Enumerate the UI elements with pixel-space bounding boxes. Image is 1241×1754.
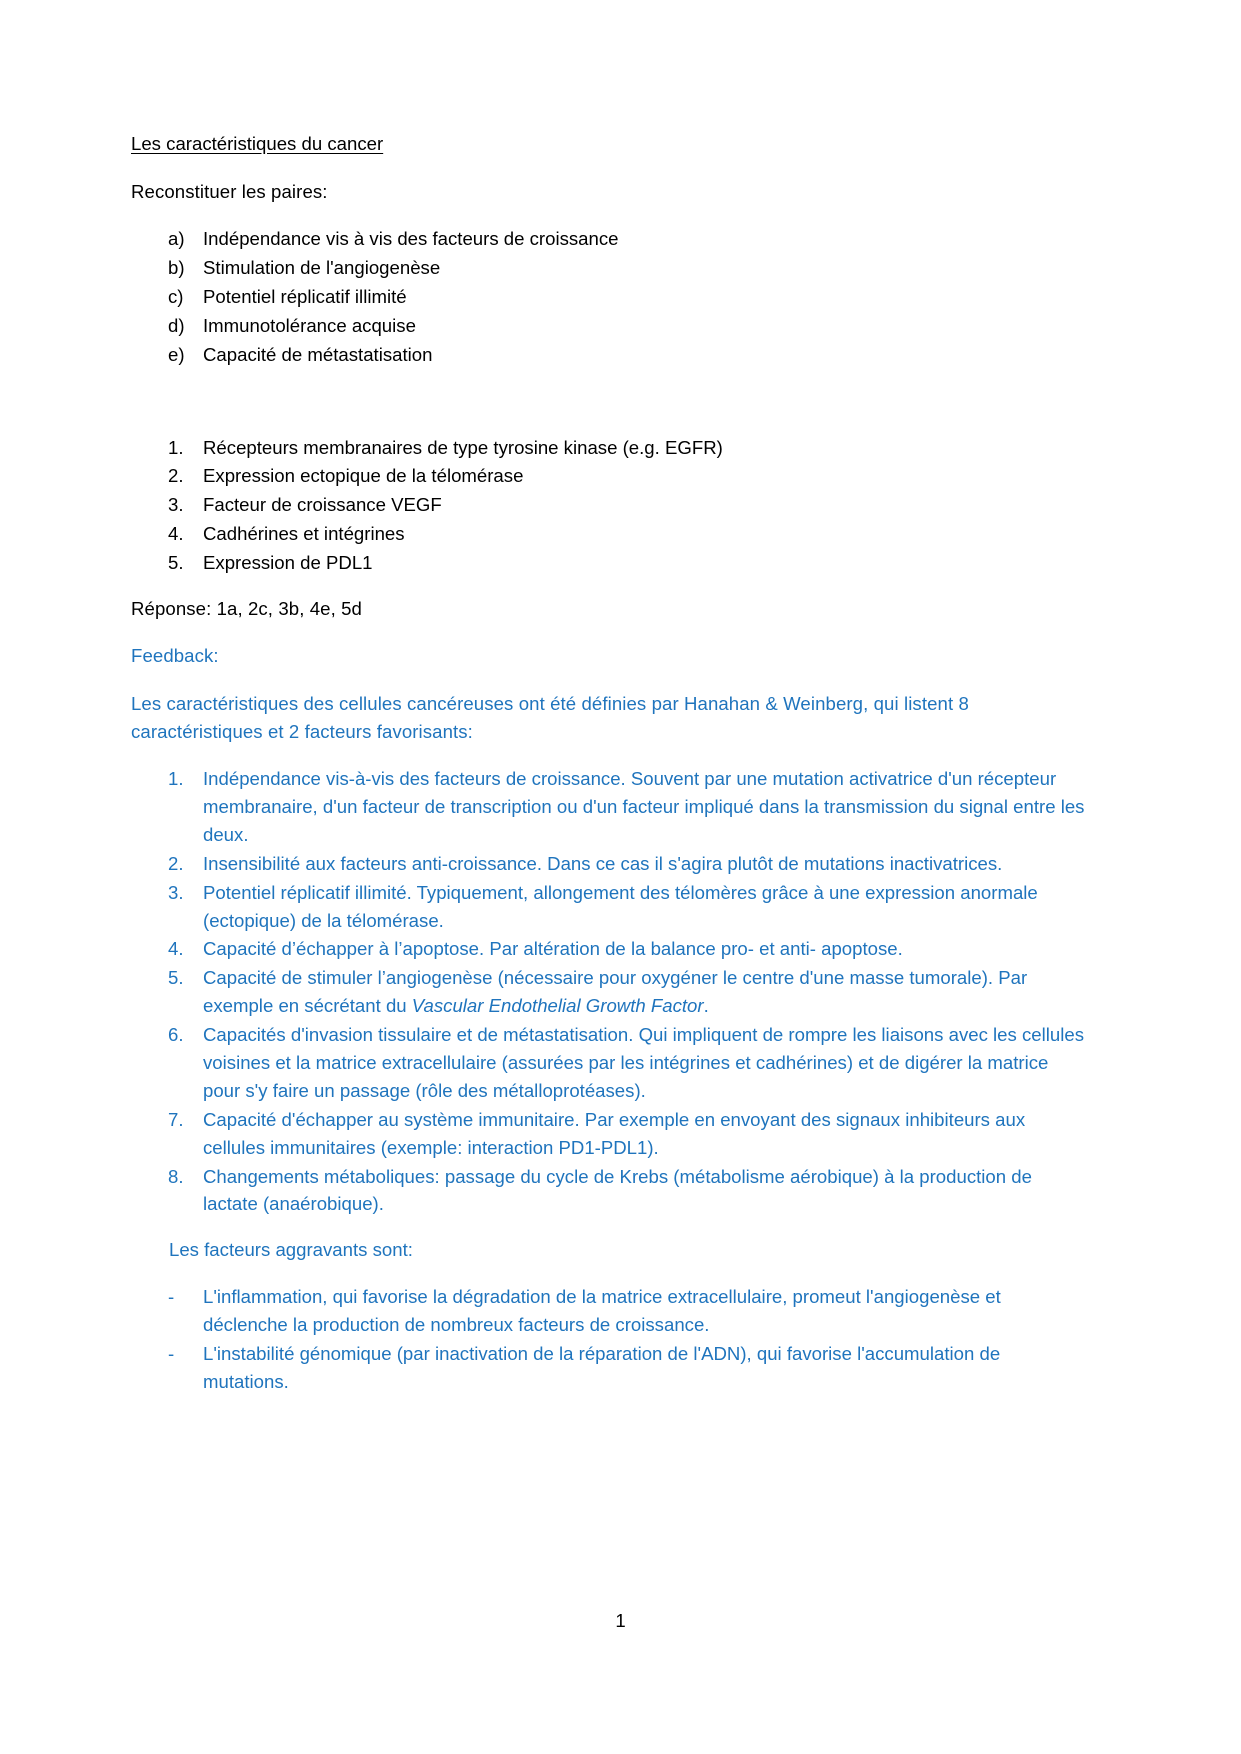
list-marker: d) (168, 314, 185, 336)
list-item-label: Insensibilité aux facteurs anti-croissance. Dans ce cas il s'agira plutôt de mutations inactivatrices. (203, 852, 1003, 874)
list-item (131, 434, 1086, 462)
list-item (131, 254, 1086, 282)
hallmark-text-italic: Vascular Endothelial Growth Factor (411, 995, 704, 1017)
list-item (131, 850, 1086, 878)
hallmark-text-after: . (703, 995, 709, 1017)
page-number: 1 (615, 1610, 626, 1631)
page-title (131, 130, 1086, 158)
list-item (131, 935, 1086, 963)
list-marker: b) (168, 257, 185, 279)
list-item (131, 1283, 1086, 1339)
pairs-letter-list (131, 225, 1086, 368)
feedback-label: Feedback: (131, 645, 219, 667)
list-marker: 5. (168, 967, 184, 989)
list-item-label: Indépendance vis à vis des facteurs de croissance (203, 228, 619, 250)
list-item-label: Cadhérines et intégrines (203, 523, 405, 545)
list-marker: 2. (168, 852, 184, 874)
list-item-label: Capacité de métastatisation (203, 343, 433, 365)
feedback-intro: Les caractéristiques des cellules cancéreuses ont été définies par Hanahan & Weinberg, qui listent 8 caractéristiques et 2 facteurs favorisants: (131, 692, 969, 742)
aggravating-factors-label: Les facteurs aggravants sont: (169, 1239, 413, 1261)
list-marker: 6. (168, 1024, 184, 1046)
list-item-label: Expression ectopique de la télomérase (203, 465, 524, 487)
list-item-label: Potentiel réplicatif illimité. Typiquement, allongement des télomères grâce à une expression anormale (ectopique) de la télomérase. (203, 881, 1038, 931)
list-item (131, 312, 1086, 340)
list-item (131, 520, 1086, 548)
list-marker: c) (168, 285, 184, 307)
list-item (131, 964, 1086, 1020)
list-item (131, 225, 1086, 253)
list-item (131, 1106, 1086, 1162)
page-title-text: Les caractéristiques du cancer (131, 133, 384, 154)
list-marker: 3. (168, 881, 184, 903)
list-item-label: Immunotolérance acquise (203, 314, 416, 336)
list-item (131, 462, 1086, 490)
list-marker: 8. (168, 1165, 184, 1187)
list-marker: 7. (168, 1108, 184, 1130)
list-item (131, 1163, 1086, 1219)
list-item-label (203, 967, 1027, 1016)
list-item-label: Capacité d’échapper à l’apoptose. Par altération de la balance pro- et anti- apoptose. (203, 938, 903, 960)
list-item (131, 341, 1086, 369)
list-marker: 2. (168, 465, 184, 487)
list-item-label: Changements métaboliques: passage du cycle de Krebs (métabolisme aérobique) à la production de lactate (anaérobique). (203, 1165, 1032, 1215)
list-item-label: L'instabilité génomique (par inactivation de la réparation de l'ADN), qui favorise l'accumulation de mutations. (203, 1342, 1001, 1392)
list-marker: 4. (168, 523, 184, 545)
list-marker: - (168, 1342, 175, 1364)
list-item-label: Récepteurs membranaires de type tyrosine kinase (e.g. EGFR) (203, 436, 723, 458)
document-body (131, 130, 1086, 1396)
instruction-text: Reconstituer les paires: (131, 180, 328, 202)
list-item (131, 879, 1086, 935)
hallmarks-list (131, 765, 1086, 1218)
list-item (131, 283, 1086, 311)
list-marker: 3. (168, 494, 184, 516)
list-item-label: Facteur de croissance VEGF (203, 494, 442, 516)
list-marker: e) (168, 343, 185, 365)
list-item-label: Potentiel réplicatif illimité (203, 285, 407, 307)
list-marker: 1. (168, 768, 184, 790)
answer-line: Réponse: 1a, 2c, 3b, 4e, 5d (131, 598, 362, 620)
pairs-number-list (131, 434, 1086, 577)
list-item (131, 549, 1086, 577)
list-item (131, 765, 1086, 849)
list-marker: - (168, 1286, 175, 1308)
list-item (131, 491, 1086, 519)
list-item-label: Expression de PDL1 (203, 552, 373, 574)
list-item-label: Indépendance vis-à-vis des facteurs de croissance. Souvent par une mutation activatrice d'un récepteur membranaire, d'un facteur de transcription ou d'un facteur impliqué dans la transmission du signal entre les deux. (203, 768, 1085, 845)
hallmark-text-before: Capacité de stimuler l’angiogenèse (nécessaire pour oxygéner le centre d'une masse tumorale). Par exemple en sécrétant du (203, 967, 1028, 1017)
list-item-label: Capacités d'invasion tissulaire et de métastatisation. Qui impliquent de rompre les liaisons avec les cellules voisines et la matrice extracellulaire (assurées par les intégrines et cadhérines) et de digérer la matrice pour s'y faire un passage (rôle des métalloprotéases). (203, 1024, 1084, 1101)
list-item-label: Capacité d'échapper au système immunitaire. Par exemple en envoyant des signaux inhibiteurs aux cellules immunitaires (exemple: interaction PD1-PDL1). (203, 1108, 1026, 1158)
list-item-label: Stimulation de l'angiogenèse (203, 257, 441, 279)
list-item (131, 1021, 1086, 1105)
list-marker: 5. (168, 552, 184, 574)
list-marker: 1. (168, 436, 184, 458)
list-gap-spacer (131, 387, 1086, 434)
list-item-label: L'inflammation, qui favorise la dégradation de la matrice extracellulaire, promeut l'angiogenèse et déclenche la production de nombreux facteurs de croissance. (203, 1286, 1001, 1336)
aggravating-factors-list (131, 1283, 1086, 1396)
list-item (131, 1340, 1086, 1396)
list-marker: 4. (168, 938, 184, 960)
list-marker: a) (168, 228, 185, 250)
